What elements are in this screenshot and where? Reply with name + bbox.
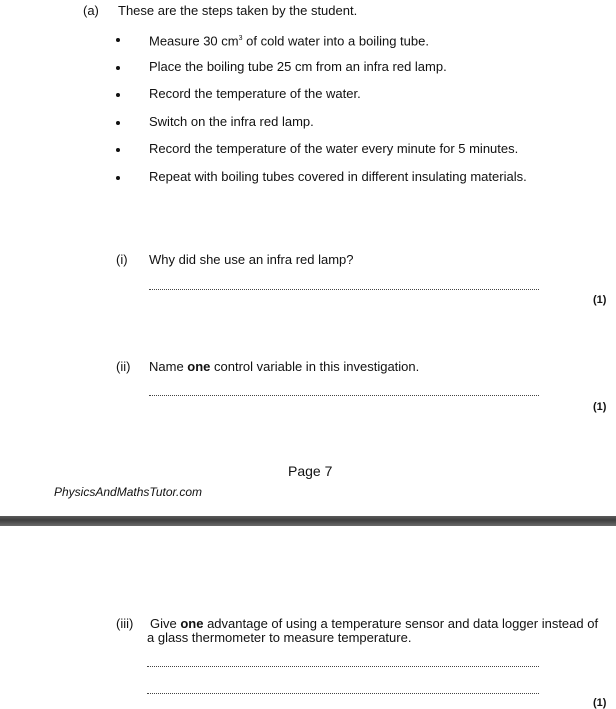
- answer-line-i[interactable]: [149, 289, 539, 290]
- question-i-mark: (1): [593, 294, 607, 306]
- bullet-icon: [116, 38, 120, 42]
- list-item: Record the temperature of the water every minute for 5 minutes.: [149, 141, 519, 156]
- part-label: (a): [83, 3, 99, 18]
- question-ii-label: (ii): [116, 359, 131, 374]
- answer-line-ii[interactable]: [149, 395, 539, 396]
- answer-line-iii-1[interactable]: [147, 666, 539, 667]
- answer-line-iii-2[interactable]: [147, 693, 539, 694]
- list-item: Repeat with boiling tubes covered in different insulating materials.: [149, 169, 527, 184]
- question-iii-label: (iii): [116, 616, 134, 631]
- question-iii-text-line2: a glass thermometer to measure temperature.: [147, 630, 412, 645]
- question-i-text: Why did she use an infra red lamp?: [149, 252, 354, 267]
- list-item: Measure 30 $cm^3$ of cold water into a boiling tube.: [149, 33, 429, 49]
- question-i-label: (i): [116, 252, 128, 267]
- list-item: Switch on the infra red lamp.: [149, 114, 314, 129]
- bullet-icon: [116, 176, 120, 180]
- question-iii-text: Give one advantage of using a temperature sensor and data logger instead of: [150, 616, 599, 631]
- intro-text: These are the steps taken by the student.: [118, 3, 358, 18]
- list-item: Place the boiling tube 25 cm from an infra red lamp.: [149, 59, 447, 74]
- question-ii-mark: (1): [593, 401, 607, 413]
- list-item: Record the temperature of the water.: [149, 86, 361, 101]
- bullet-icon: [116, 93, 120, 97]
- bullet-icon: [116, 121, 120, 125]
- question-ii-text: Name one control variable in this investigation.: [149, 359, 420, 374]
- bullet-icon: [116, 66, 120, 70]
- page-separator: [0, 516, 616, 526]
- question-iii-mark: (1): [593, 697, 607, 709]
- page-number: Page 7: [288, 463, 333, 479]
- bullet-icon: [116, 148, 120, 152]
- footer-brand: PhysicsAndMathsTutor.com: [54, 485, 203, 499]
